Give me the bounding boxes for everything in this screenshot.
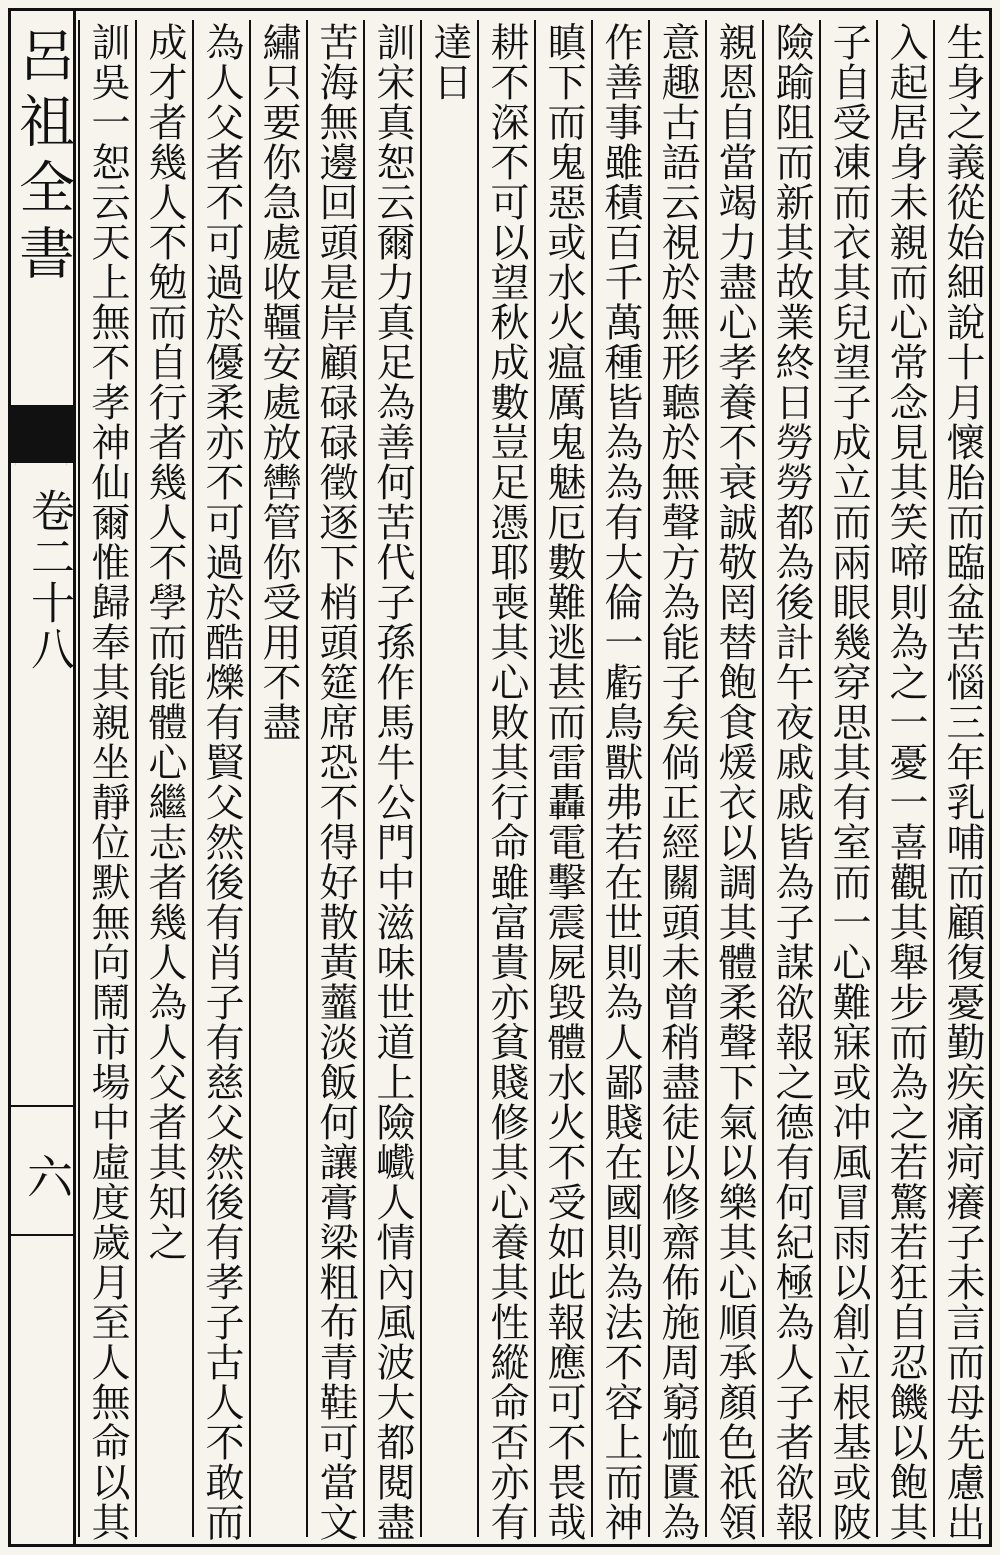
column-text: 為人父者不可過於優柔亦不可過於酷爍有賢父然後有肖子有慈父然後有孝子古人不敢而 — [199, 22, 244, 1542]
volume-label: 卷二十八 — [23, 488, 74, 672]
text-column-8 — [534, 20, 591, 1542]
column-text: 生身之義從始細說十月懷胎而臨盆苦惱三年乳哺而顧復憂勤疾痛疴癢子未言而母先慮出 — [940, 22, 985, 1542]
column-text: 訓宋真恕云爾力真足為善何苦代子孫作馬牛公門中滋味世道上險巇人情內風波大都閱盡 — [370, 22, 415, 1542]
text-column-12 — [306, 20, 363, 1542]
text-column-16 — [78, 20, 135, 1542]
column-text: 苦海無邊回頭是岸顧碌碌徵逐下梢頭筵席恐不得好散黃虀淡飯何讓膏梁粗布青鞋可當文 — [313, 22, 358, 1542]
book-title: 呂祖全書 — [10, 26, 75, 290]
column-text: 達日 — [427, 22, 472, 102]
column-text: 險踰阻而新其故業終日勞勞都為後計午夜戚戚皆為子謀欲報之德有何紀極為人子者欲報 — [769, 22, 814, 1542]
margin-rule-upper — [10, 1105, 73, 1107]
text-column-9 — [477, 20, 534, 1542]
text-column-2 — [876, 20, 933, 1542]
text-column-1 — [933, 20, 990, 1542]
text-column-4 — [762, 20, 819, 1542]
column-text: 子自受凍而衣其兒望子成立而兩眼幾穿思其有室而一心難寐或冲風冒雨以創立根基或陂 — [826, 22, 871, 1542]
column-text: 入起居身未親而心常念見其笑啼則為之一憂一喜觀其舉步而為之若驚若狂自忍饑以飽其 — [883, 22, 928, 1542]
text-column-11 — [363, 20, 420, 1542]
column-text: 作善事雖積百千萬種皆為為有大倫一虧鳥獸弗若在世則為人鄙賤在國則為法不容上而神 — [598, 22, 643, 1542]
text-column-10 — [420, 20, 477, 1537]
column-text: 親恩自當竭力盡心孝養不衰誠敬罔替飽食煖衣以調其體柔聲下氣以樂其心順承顏色祇領 — [712, 22, 757, 1542]
text-column-5 — [705, 20, 762, 1542]
column-text: 成才者幾人不勉而自行者幾人不學而能體心繼志者幾人為人父者其知之 — [142, 22, 187, 1262]
fishtail-arc — [15, 449, 67, 483]
text-column-7 — [591, 20, 648, 1542]
text-column-13 — [249, 20, 306, 1537]
column-text: 繡只要你急處收韁安處放轡管你受用不盡 — [256, 22, 301, 742]
text-columns — [78, 10, 990, 1547]
page-margin-sidebar — [10, 10, 76, 1545]
text-column-15 — [135, 20, 192, 1537]
text-column-6 — [648, 20, 705, 1542]
column-text: 訓吳一恕云天上無不孝神仙爾惟歸奉其親坐靜位默無向鬧市場中虛度歲月至人無命以其 — [85, 22, 130, 1542]
page-number: 六 — [20, 1153, 74, 1199]
column-text: 瞋下而鬼惡或水火瘟厲鬼魅厄數難逃甚而雷轟電擊震屍毀體水火不受如此報應可不畏哉 — [541, 22, 586, 1542]
margin-rule-lower — [10, 1234, 73, 1236]
column-text: 意趣古語云視於無形聽於無聲方為能子矣倘正經關頭未曾稍盡徒以修齋佈施周窮恤匱為 — [655, 22, 700, 1542]
text-column-14 — [192, 20, 249, 1542]
column-text: 耕不深不可以望秋成數豈足憑耶喪其心敗其行命雖富貴亦貧賤修其心養其性縱命否亦有 — [484, 22, 529, 1542]
text-column-3 — [819, 20, 876, 1542]
